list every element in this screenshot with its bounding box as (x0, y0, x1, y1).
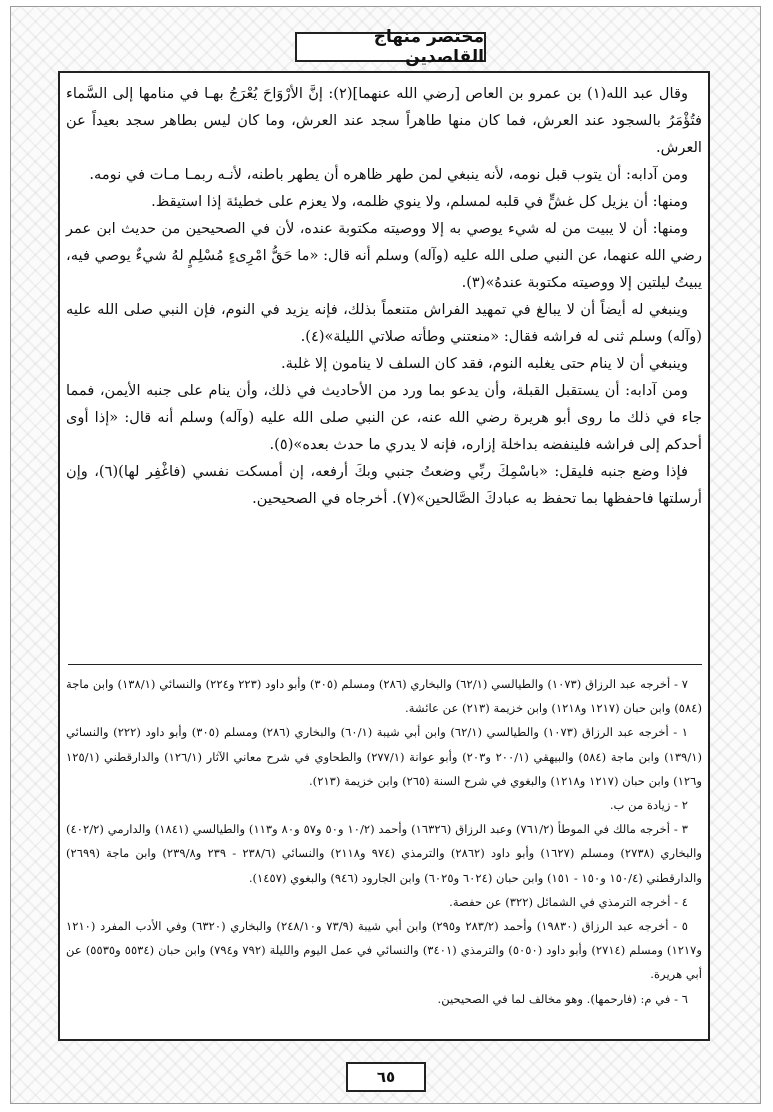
main-text (66, 80, 702, 512)
paragraph: ومن آدابه: أن يستقبل القبلة، وأن يدعو بما ورد من الأحاديث في ذلك، وأن ينام على جنبه الأيمن، فمما جاء في ذلك ما روى أبو هريرة رضي الله عنه، عن النبي صلى الله عليه (وآله) وسلم أنه قال: «إذا أوى أحدكم إلى فراشه فلينفضه بداخلة إزاره، فإنه لا يدري ما حدث بعده»(٥). (66, 382, 702, 453)
paragraph: وينبغي أن لا ينام حتى يغلبه النوم، فقد كان السلف لا ينامون إلا غلبة. (280, 355, 688, 372)
paragraph: وقال عبد الله(١) بن عمرو بن العاص [رضي الله عنهما](٢): إنَّ الأرْوَاحَ يُعْرَجُ بهـا في منامها إلى السَّماء فتُؤْمَرُ بالسجود عند العرش، فما كان منها طاهراً سجد عند العرش، وما كان ليس بطاهر سجد بعيداً عن العرش. (66, 85, 702, 156)
footnote: ٣ - أخرجه مالك في الموطأ (٧٦١/٢) وعبد الرزاق (١٦٣٢٦) وأحمد (١٠/٢ و٥٠ و٥٧ و٨٠ و١١٣) والطيالسي (١٨٤١) والدارمي (٤٠٢/٢) والبخاري (٢٧٣٨) ومسلم (١٦٢٧) وأبو داود (٢٨٦٢) والترمذي (٩٧٤ و٢١١٨) والنسائي (٢٣٨/٦ - ٢٣٩ و٢٣٩/٨) وابن ماجة (٢٦٩٩) والدارقطني (١٥٠/٤ و١٥٠ - ١٥١) وابن حبان (٦٠٢٤ و٦٠٢٥) وابن الجارود (٩٤٦) والبغوي (١٤٥٧). (66, 822, 702, 885)
footnote: ٢ - زيادة من ب. (609, 798, 688, 813)
paragraph: ومنها: أن يزيل كل غشٍّ في قلبه لمسلم، ولا ينوي ظلمه، ولا يعزم على خطيئة إذا استيقظ. (151, 193, 688, 210)
footnote: ٦ - في م: (فارحمها). وهو مخالف لما في الصحيحين. (437, 991, 688, 1006)
page-number-box (346, 1062, 426, 1092)
paragraph: ومن آدابه: أن يتوب قبل نومه، لأنه ينبغي لمن طهر ظاهره أن يطهر باطنه، لأنـه ربمـا مـات في نومه. (89, 166, 688, 183)
footnotes (66, 672, 702, 1011)
paragraph: وينبغي له أيضاً أن لا يبالغ في تمهيد الفراش متنعماً بذلك، فإنه يزيد في النوم، فإن النبي صلى الله عليه (وآله) وسلم ثنى له فراشه فقال: «منعتني وطأته صلاتي الليلة»(٤). (66, 301, 702, 345)
page-number: ٦٥ (376, 1068, 396, 1086)
footnote-separator (68, 664, 702, 665)
footnote: ٤ - أخرجه الترمذي في الشمائل (٣٢٢) عن حفصة. (449, 894, 688, 909)
paragraph: فإذا وضع جنبه فليقل: «باسْمِكَ ربِّي وضعتُ جنبي وبكَ أرفعه، إن أمسكت نفسي (فاغْفِر لها)(٦)، وإن أرسلتها فاحفظها بما تحفظ به عبادكَ الصَّالحين»(٧). أخرجاه في الصحيحين. (66, 463, 702, 507)
paragraph: ومنها: أن لا يبيت من له شيء يوصي به إلا ووصيته مكتوبة عنده، لأن في الصحيحين من حديث ابن عمر رضي الله عنهما، عن النبي صلى الله عليه (وآله) وسلم أنه قال: «ما حَقُّ امْرِىءٍ مُسْلِمٍ لهُ شيءٌ يوصي فيه، يبيتُ ليلتين إلا ووصيته مكتوبة عندهُ»(٣). (66, 220, 702, 291)
footnote: ١ - أخرجه عبد الرزاق (١٠٧٣) والطيالسي (٦٢/١) وابن أبي شيبة (٦٠/١) والبخاري (٢٨٦) ومسلم (٣٠٥) وأبو داود (٢٢٢) والنسائي (١٣٩/١) وابن ماجة (٥٨٤) والبيهقي (٢٠٠/١ و٢٠٣) وأبو عوانة (٢٧٧/١) والطحاوي في شرح معاني الآثار (١٢٦/١) والدارقطني (١٢٥/١ و١٢٦) وابن حبان (١٢١٧ و١٢١٨) والبغوي في شرح السنة (٢٦٥) وابن خزيمة (٢١٣). (66, 725, 703, 788)
footnote: ٧ - أخرجه عبد الرزاق (١٠٧٣) والطيالسي (٦٢/١) والبخاري (٢٨٦) ومسلم (٣٠٥) وأبو داود (٢٢٣ و٢٢٤) والنسائي (١٣٨/١) وابن ماجة (٥٨٤) وابن حبان (١٢١٧ و١٢١٨) وابن خزيمة (٢١٣) عن عائشة. (66, 677, 702, 716)
footnote: ٥ - أخرجه عبد الرزاق (١٩٨٣٠) وأحمد (٢٨٣/٢ و٢٩٥) وابن أبي شيبة (٧٣/٩ و٢٤٨/١٠) والبخاري (٦٣٢٠) وفي الأدب المفرد (١٢١٠ و١٢١٧) ومسلم (٢٧١٤) وأبو داود (٥٠٥٠) والترمذي (٣٤٠١) والنسائي في عمل اليوم والليلة (٧٩٢ و٧٩٤) وابن حبان (٥٥٣٤ و٥٥٣٥) عن أبي هريرة. (66, 919, 702, 982)
running-header (295, 27, 486, 67)
book-title: مختصر منهاج القاصدين (373, 27, 484, 67)
